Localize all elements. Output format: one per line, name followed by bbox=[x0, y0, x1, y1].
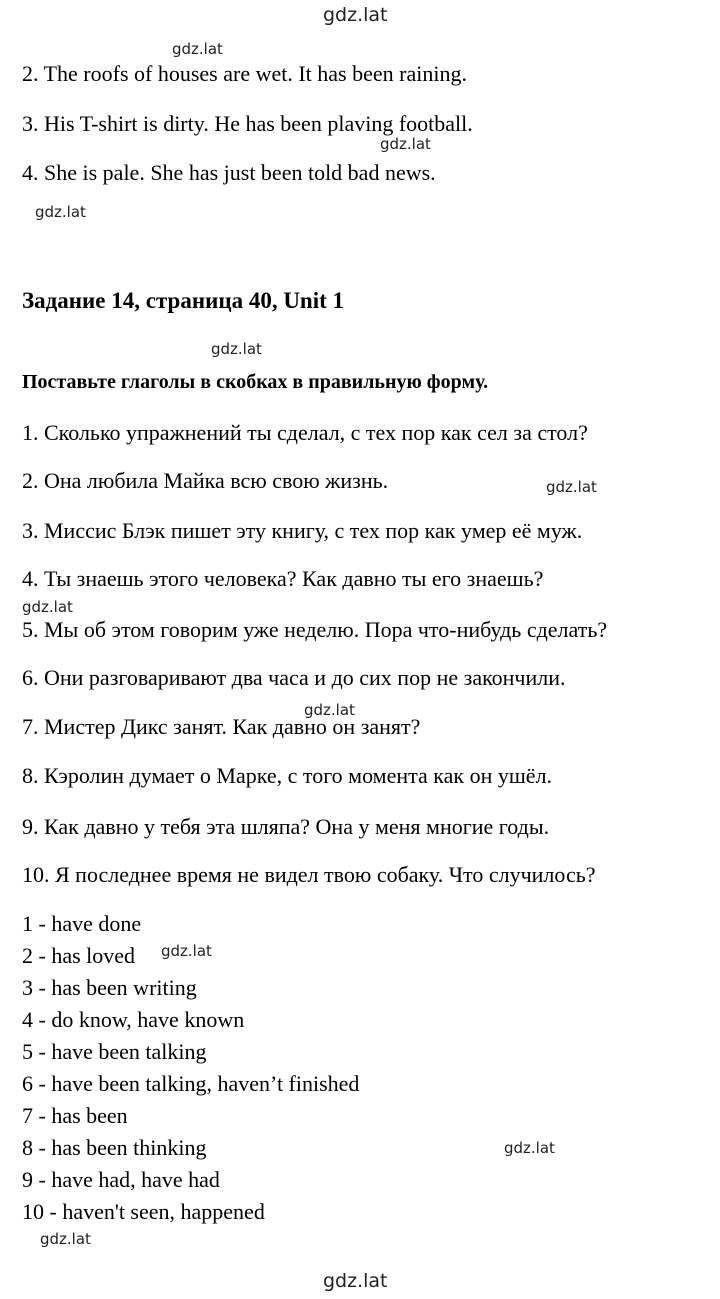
exercise-item: 1. Сколько упражнений ты сделал, с тех пор как сел за стол? bbox=[22, 420, 588, 445]
answer-item: 5 - have been talking bbox=[22, 1039, 207, 1064]
watermark: gdz.lat bbox=[211, 340, 262, 358]
answer-item: 8 - has been thinking bbox=[22, 1135, 207, 1160]
task-instruction: Поставьте глаголы в скобках в правильную форму. bbox=[22, 371, 489, 393]
answer-item: 4 - do know, have known bbox=[22, 1007, 245, 1032]
watermark: gdz.lat bbox=[504, 1139, 555, 1157]
watermark: gdz.lat bbox=[546, 478, 597, 496]
top-sentence: 2. The roofs of houses are wet. It has been raining. bbox=[22, 61, 467, 86]
watermark: gdz.lat bbox=[304, 701, 355, 719]
task-title: Задание 14, страница 40, Unit 1 bbox=[22, 288, 345, 313]
watermark: gdz.lat bbox=[40, 1230, 91, 1248]
answer-item: 2 - has loved bbox=[22, 943, 136, 968]
exercise-item: 2. Она любила Майка всю свою жизнь. bbox=[22, 468, 389, 493]
watermark: gdz.lat bbox=[323, 1270, 388, 1292]
watermark: gdz.lat bbox=[35, 203, 86, 221]
watermark: gdz.lat bbox=[161, 942, 212, 960]
answer-item: 10 - haven't seen, happened bbox=[22, 1199, 265, 1224]
exercise-item: 7. Мистер Дикс занят. Как давно он занят? bbox=[22, 714, 421, 739]
answer-item: 1 - have done bbox=[22, 911, 142, 936]
exercise-item: 9. Как давно у тебя эта шляпа? Она у меня многие годы. bbox=[22, 814, 550, 839]
exercise-item: 6. Они разговаривают два часа и до сих пор не закончили. bbox=[22, 665, 566, 690]
answer-item: 9 - have had, have had bbox=[22, 1167, 220, 1192]
watermark: gdz.lat bbox=[22, 598, 73, 616]
answer-item: 6 - have been talking, haven’t finished bbox=[22, 1071, 360, 1096]
exercise-item: 5. Мы об этом говорим уже неделю. Пора что-нибудь сделать? bbox=[22, 617, 608, 642]
exercise-item: 4. Ты знаешь этого человека? Как давно ты его знаешь? bbox=[22, 566, 544, 591]
answer-item: 3 - has been writing bbox=[22, 975, 197, 1000]
exercise-item: 8. Кэролин думает о Марке, с того момента как он ушёл. bbox=[22, 763, 553, 788]
exercise-item: 3. Миссис Блэк пишет эту книгу, с тех пор как умер её муж. bbox=[22, 518, 583, 543]
watermark: gdz.lat bbox=[380, 135, 431, 153]
answer-item: 7 - has been bbox=[22, 1103, 128, 1128]
top-sentence: 4. She is pale. She has just been told bad news. bbox=[22, 160, 436, 185]
watermark: gdz.lat bbox=[172, 40, 223, 58]
watermark: gdz.lat bbox=[323, 4, 388, 26]
top-sentence: 3. His T-shirt is dirty. He has been plaving football. bbox=[22, 111, 473, 136]
exercise-item: 10. Я последнее время не видел твою собаку. Что случилось? bbox=[22, 862, 596, 887]
